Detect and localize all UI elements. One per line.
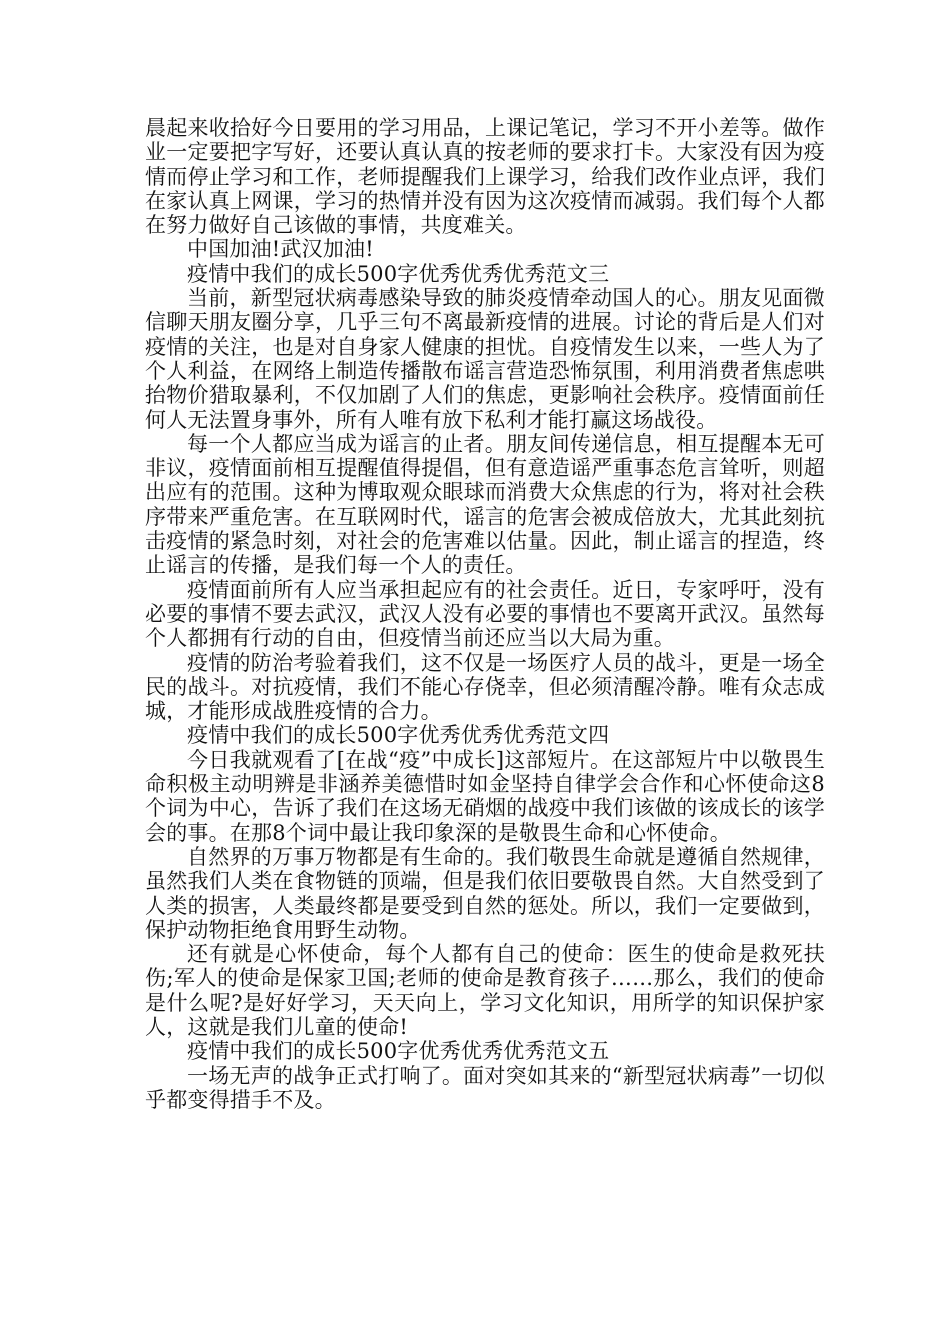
section-heading: 疫情中我们的成长500字优秀优秀优秀范文四	[187, 723, 610, 748]
paragraph: 自然界的万事万物都是有生命的。我们敬畏生命就是遵循自然规律，虽然我们人类在食物链的顶端，但是我们依旧要敬畏自然。大自然受到了人类的损害，人类最终都是要受到自然的惩处。所以，我们一定要做到，保护动物拒绝食用野生动物。	[145, 844, 825, 942]
paragraph: 疫情的防治考验着我们，这不仅是一场医疗人员的战斗，更是一场全民的战斗。对抗疫情，我们不能心存侥幸，但必须清醒冷静。唯有众志成城，才能形成战胜疫情的合力。	[145, 650, 825, 724]
paragraph: 每一个人都应当成为谣言的止者。朋友间传递信息，相互提醒本无可非议，疫情面前相互提醒值得提倡，但有意造谣严重事态危言耸听，则超出应有的范围。这种为博取观众眼球而消费大众焦虑的行为，将对社会秩序带来严重危害。在互联网时代，谣言的危害会被成倍放大，尤其此刻抗击疫情的紧急时刻，对社会的危害难以估量。因此，制止谣言的捏造，终止谣言的传播，是我们每一个人的责任。	[145, 431, 825, 578]
paragraph: 今日我就观看了[在战“疫”中成长]这部短片。在这部短片中以敬畏生命积极主动明辨是非涵养美德惜时如金坚持自律学会合作和心怀使命这8个词为中心，告诉了我们在这场无硝烟的战疫中我们该做的该成长的该学会的事。在那8个词中最让我印象深的是敬畏生命和心怀使命。	[145, 747, 825, 845]
paragraph: 疫情面前所有人应当承担起应有的社会责任。近日，专家呼吁，没有必要的事情不要去武汉，武汉人没有必要的事情也不要离开武汉。虽然每个人都拥有行动的自由，但疫情当前还应当以大局为重。	[145, 577, 825, 651]
section-heading: 疫情中我们的成长500字优秀优秀优秀范文五	[187, 1039, 610, 1064]
paragraph: 当前，新型冠状病毒感染导致的肺炎疫情牵动国人的心。朋友见面微信聊天朋友圈分享，几乎三句不离最新疫情的进展。讨论的背后是人们对疫情的关注，也是对自身家人健康的担忧。自疫情发生以来，一些人为了个人利益，在网络上制造传播散布谣言营造恐怖氛围，利用消费者焦虑哄抬物价猎取暴利，不仅加剧了人们的焦虑，更影响社会秩序。疫情面前任何人无法置身事外，所有人唯有放下私利才能打赢这场战役。	[145, 286, 825, 432]
paragraph: 一场无声的战争正式打响了。面对突如其来的“新型冠状病毒”一切似乎都变得措手不及。	[145, 1063, 825, 1112]
paragraph: 还有就是心怀使命，每个人都有自己的使命：医生的使命是救死扶伤;军人的使命是保家卫国;老师的使命是教育孩子……那么，我们的使命是什么呢?是好好学习，天天向上，学习文化知识，用所学的知识保护家人，这就是我们儿童的使命!	[145, 942, 825, 1039]
paragraph: 中国加油!武汉加油!	[187, 237, 374, 262]
paragraph: 晨起来收拾好今日要用的学习用品，上课记笔记，学习不开小差等。做作业一定要把字写好，还要认真认真的按老师的要求打卡。大家没有因为疫情而停止学习和工作，老师提醒我们上课学习，给我们改作业点评，我们在家认真上网课，学习的热情并没有因为这次疫情而减弱。我们每个人都在努力做好自己该做的事情，共度难关。	[145, 116, 825, 238]
document-body	[145, 116, 825, 1112]
section-heading: 疫情中我们的成长500字优秀优秀优秀范文三	[187, 261, 610, 286]
